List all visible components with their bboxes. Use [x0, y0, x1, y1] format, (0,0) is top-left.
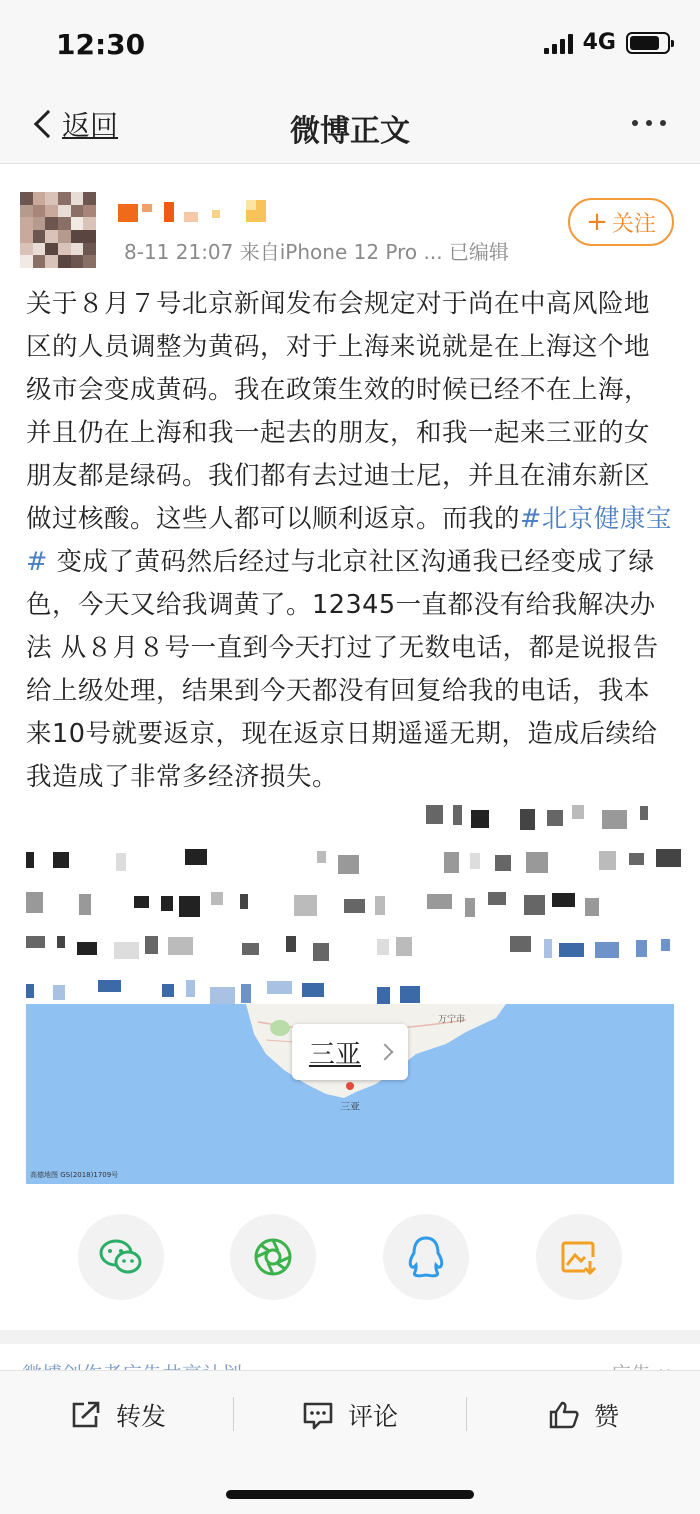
like-button[interactable]: [548, 1395, 619, 1435]
repost-button[interactable]: [70, 1395, 166, 1435]
comment-button[interactable]: [302, 1395, 398, 1435]
plus-icon: +: [586, 207, 608, 237]
avatar[interactable]: [20, 192, 96, 268]
status-indicators: [544, 30, 670, 55]
dot-icon: [632, 120, 638, 126]
page-title: 微博正文: [290, 114, 410, 149]
back-button[interactable]: [30, 104, 118, 144]
comment-label: 评论: [348, 1402, 399, 1431]
comment-icon: [302, 1400, 334, 1430]
redacted-text: [26, 892, 674, 922]
post-meta: 8-11 21:07 来自iPhone 12 Pro ... 已编辑: [124, 240, 509, 264]
status-time: 12:30: [56, 28, 146, 61]
moments-icon: [252, 1236, 294, 1278]
repost-icon: [70, 1400, 102, 1430]
home-indicator: [226, 1490, 474, 1499]
dot-icon: [660, 120, 666, 126]
username-redacted[interactable]: [118, 200, 288, 224]
navigation-bar: [0, 90, 700, 164]
share-qq-button[interactable]: [383, 1214, 469, 1300]
qq-icon: [406, 1235, 446, 1279]
back-label: 返回: [62, 109, 119, 142]
signal-icon: [544, 32, 573, 54]
post-text-part2: 变成了黄码然后经过与北京社区沟通我已经变成了绿色，今天又给我调黄了。12345一直都没有给我解决办法 从８月８号一直到今天打过了无数电话，都是说报告给上级处理，结果到今天都没有回复给我的电话，我本来10号就要返京，现在返京日期遥遥无期，造成后续给我造成了非常多经济损失。: [26, 547, 659, 792]
redacted-text: [26, 804, 674, 834]
network-type: 4G: [582, 30, 616, 55]
more-options-button[interactable]: [632, 120, 666, 126]
chevron-right-icon: [377, 1044, 394, 1061]
share-moments-button[interactable]: [230, 1214, 316, 1300]
save-image-button[interactable]: [536, 1214, 622, 1300]
save-image-icon: [559, 1237, 599, 1277]
post-text: [26, 283, 674, 799]
toolbar-separator: [233, 1397, 234, 1431]
map-city-label: 三亚: [340, 1102, 360, 1113]
like-label: 赞: [594, 1402, 620, 1431]
map-town-label: 万宁市: [438, 1015, 466, 1025]
battery-icon: [626, 32, 670, 54]
section-divider: [0, 1330, 700, 1344]
redacted-text: [26, 848, 674, 878]
dot-icon: [646, 120, 652, 126]
repost-label: 转发: [116, 1402, 167, 1431]
redacted-text: [26, 936, 674, 966]
map-copyright: 高德地图 GS(2018)1709号: [30, 1171, 119, 1179]
location-name: 三亚: [308, 1039, 361, 1070]
post-text-part1: 关于８月７号北京新闻发布会规定对于尚在中高风险地区的人员调整为黄码，对于上海来说就是在上海这个地级市会变成黄码。我在政策生效的时候已经不在上海，并且仍在上海和我一起去的朋友，和我一起来三亚的女朋友都是绿码。我们都有去过迪士尼，并且在浦东新区做过核酸。这些人都可以顺利返京。而我的: [26, 289, 651, 534]
follow-label: 关注: [611, 211, 656, 237]
status-bar: [0, 0, 700, 90]
thumbs-up-icon: [548, 1400, 580, 1430]
wechat-icon: [98, 1237, 144, 1277]
follow-button[interactable]: [568, 198, 674, 246]
hashtag-link[interactable]: #北京健康宝#: [26, 504, 672, 577]
map-pin-icon: [346, 1082, 354, 1090]
toolbar-separator: [466, 1397, 467, 1431]
chevron-left-icon: [34, 110, 62, 138]
location-card[interactable]: [292, 1024, 408, 1080]
share-wechat-button[interactable]: [78, 1214, 164, 1300]
